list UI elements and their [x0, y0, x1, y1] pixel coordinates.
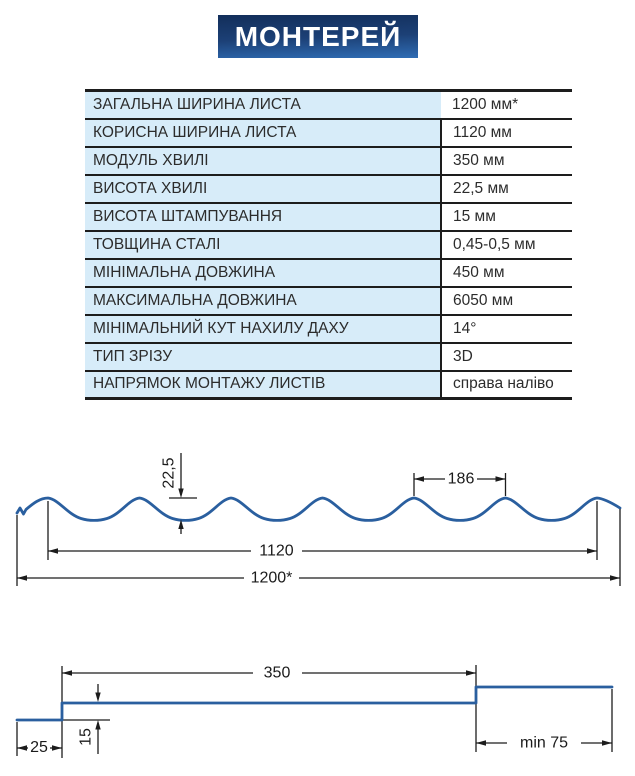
- spec-value: 6050 мм: [441, 287, 572, 315]
- dim-total-width: [17, 509, 620, 587]
- product-title-badge: [218, 15, 418, 58]
- wave-profile-diagram: [0, 440, 635, 615]
- spec-row: [85, 287, 572, 315]
- dim-module-length-label: 350: [263, 664, 291, 682]
- arrow-left-icon: [62, 670, 72, 675]
- arrow-down-icon: [178, 489, 183, 499]
- spec-table: [85, 89, 572, 400]
- dim-min-overlap: [476, 735, 612, 752]
- spec-value: 3D: [441, 343, 572, 371]
- spec-value: 15 мм: [441, 203, 572, 231]
- dim-edge-offset: [17, 739, 62, 756]
- spec-label: ЗАГАЛЬНА ШИРИНА ЛИСТА: [85, 91, 441, 119]
- arrow-left-icon: [48, 548, 58, 553]
- spec-table-body: [85, 91, 572, 399]
- spec-value: 0,45-0,5 мм: [441, 231, 572, 259]
- arrow-left-icon: [414, 476, 424, 481]
- spec-row: [85, 259, 572, 287]
- arrow-right-icon: [602, 740, 612, 745]
- dim-wave-pitch-label: 186: [447, 470, 475, 488]
- spec-value: 1200 мм*: [441, 91, 572, 119]
- spec-row: [85, 147, 572, 175]
- spec-label: ТОВЩИНА СТАЛІ: [85, 231, 441, 259]
- arrow-down-icon: [95, 693, 100, 703]
- spec-value: 22,5 мм: [441, 175, 572, 203]
- dim-edge-offset-label: 25: [30, 739, 48, 756]
- dim-stamping-height-label: 15: [77, 728, 95, 746]
- dim-useful-width-label: 1120: [259, 542, 294, 560]
- spec-value: 350 мм: [441, 147, 572, 175]
- dim-total-width-label: 1200*: [250, 569, 293, 587]
- spec-label: МІНІМАЛЬНА ДОВЖИНА: [85, 259, 441, 287]
- spec-value: 450 мм: [441, 259, 572, 287]
- arrow-right-icon: [587, 548, 597, 553]
- spec-row: [85, 231, 572, 259]
- spec-label: МАКСИМАЛЬНА ДОВЖИНА: [85, 287, 441, 315]
- spec-row: [85, 91, 572, 119]
- arrow-left-icon: [476, 740, 486, 745]
- dim-useful-width: [48, 501, 597, 560]
- spec-row: [85, 203, 572, 231]
- spec-row: [85, 175, 572, 203]
- dim-wave-height: [161, 453, 198, 534]
- spec-label: МОДУЛЬ ХВИЛІ: [85, 147, 441, 175]
- spec-label: КОРИСНА ШИРИНА ЛИСТА: [85, 119, 441, 147]
- spec-label: ТИП ЗРІЗУ: [85, 343, 441, 371]
- arrow-right-icon: [496, 476, 506, 481]
- spec-label: МІНІМАЛЬНИЙ КУТ НАХИЛУ ДАХУ: [85, 315, 441, 343]
- spec-row: [85, 371, 572, 399]
- wave-profile-line: [17, 498, 620, 520]
- spec-value: 14°: [441, 315, 572, 343]
- arrow-right-icon: [466, 670, 476, 675]
- spec-row: [85, 119, 572, 147]
- arrow-right-icon: [610, 575, 620, 580]
- spec-row: [85, 343, 572, 371]
- arrow-left-icon: [17, 745, 27, 750]
- spec-label: НАПРЯМОК МОНТАЖУ ЛИСТІВ: [85, 371, 441, 399]
- dim-min-overlap-label: min 75: [519, 734, 569, 752]
- arrow-up-icon: [95, 720, 100, 730]
- dim-wave-height-label: 22,5: [160, 457, 178, 489]
- module-step-diagram: [0, 640, 635, 776]
- dim-stamping-height: [78, 684, 101, 754]
- spec-value: справа наліво: [441, 371, 572, 399]
- arrow-right-icon: [52, 745, 62, 750]
- product-title: МОНТЕРЕЙ: [234, 20, 402, 52]
- spec-label: ВИСОТА ХВИЛІ: [85, 175, 441, 203]
- spec-row: [85, 315, 572, 343]
- step-profile-line: [17, 687, 612, 720]
- spec-label: ВИСОТА ШТАМПУВАННЯ: [85, 203, 441, 231]
- spec-value: 1120 мм: [441, 119, 572, 147]
- arrow-left-icon: [17, 575, 27, 580]
- dim-wave-pitch: [414, 471, 506, 497]
- dim-module-length: [62, 665, 476, 682]
